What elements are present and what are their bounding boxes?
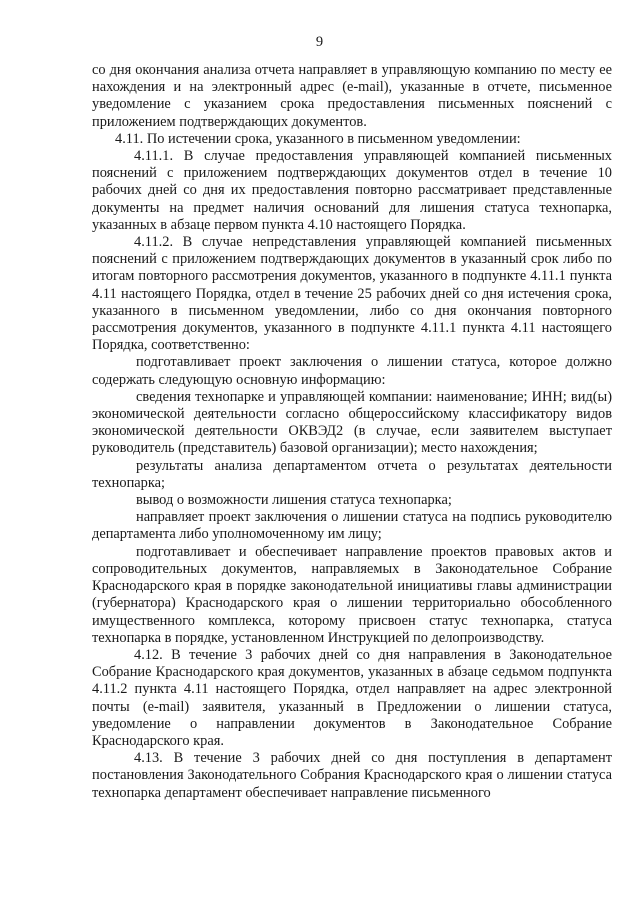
paragraph: результаты анализа департаментом отчета о результатах деятельности технопарка;: [92, 457, 612, 491]
paragraph: сведения технопарке и управляющей компании: наименование; ИНН; вид(ы) экономической деятельности согласно общероссийскому классификатору видов экономической деятельности ОКВЭД2 (в случае, если заявителем выступает руководитель (представитель) базовой организации); место нахождения;: [92, 388, 612, 457]
paragraph: 4.11.2. В случае непредставления управляющей компанией письменных пояснений с приложением подтверждающих документов в указанный срок либо по итогам повторного рассмотрения документов, указанного в подпункте 4.11.1 пункта 4.11 настоящего Порядка, отдел в течение 25 рабочих дней со дня истечения срока, указанного в письменном уведомлении, либо со дня окончания повторного рассмотрения документов, указанного в подпункте 4.11.1 пункта 4.11 настоящего Порядка, соответственно:: [92, 234, 612, 354]
paragraph: подготавливает проект заключения о лишении статуса, которое должно содержать следующую основную информацию:: [92, 354, 612, 388]
paragraph: со дня окончания анализа отчета направляет в управляющую компанию по месту ее нахождения и на электронный адрес (e-mail), указанные в отчете, письменное уведомление с указанием срока предоставления письменных пояснений с приложением подтверждающих документов.: [92, 62, 612, 130]
document-body: [92, 62, 612, 802]
page-number: 9: [315, 34, 324, 50]
paragraph: направляет проект заключения о лишении статуса на подпись руководителю департамента либо уполномоченному им лицу;: [92, 509, 612, 543]
paragraph: 4.13. В течение 3 рабочих дней со дня поступления в департамент постановления Законодательного Собрания Краснодарского края о лишении статуса технопарка департамент обеспечивает направление письменного: [92, 750, 612, 801]
paragraph: 4.12. В течение 3 рабочих дней со дня направления в Законодательное Собрание Краснодарского края документов, указанных в абзаце седьмом подпункта 4.11.2 пункта 4.11 настоящего Порядка, отдел направляет на адрес электронной почты (e-mail) заявителя, указанный в Предложении о лишении статуса, уведомление о направлении документов в Законодательное Собрание Краснодарского края.: [92, 646, 612, 749]
paragraph: 4.11.1. В случае предоставления управляющей компанией письменных пояснений с приложением подтверждающих документов отдел в течение 10 рабочих дней со дня их предоставления повторно рассматривает представленные документы на предмет наличия оснований для лишения статуса технопарка, указанных в абзаце первом пункта 4.10 настоящего Порядка.: [92, 148, 612, 233]
paragraph: подготавливает и обеспечивает направление проектов правовых актов и сопроводительных документов, направляемых в Законодательное Собрание Краснодарского края в порядке законодательной инициативы главы администрации (губернатора) Краснодарского края о лишении территориально обособленного имущественного комплекса, которому присвоен статус технопарка, статуса технопарка в порядке, установленном Инструкцией по делопроизводству.: [92, 543, 612, 646]
paragraph: вывод о возможности лишения статуса технопарка;: [136, 492, 452, 509]
paragraph: 4.11. По истечении срока, указанного в письменном уведомлении:: [115, 130, 521, 147]
